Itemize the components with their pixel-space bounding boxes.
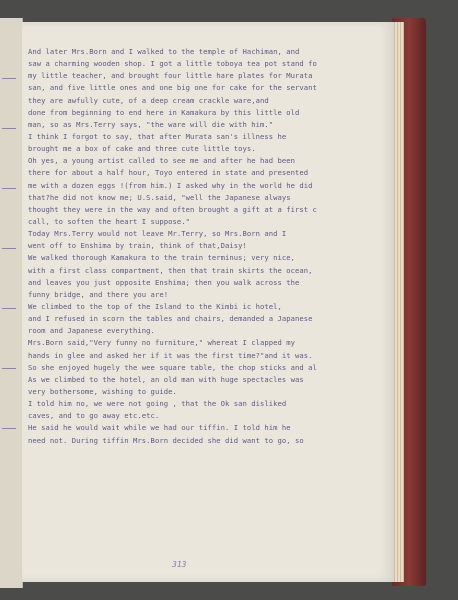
letter-line: very bothersome, wishing to guide. (28, 386, 177, 396)
margin-mark (2, 128, 16, 135)
letter-line: there for about a half hour, Toyo entered in state and presented (28, 168, 309, 178)
letter-line: And later Mrs.Born and I walked to the temple of Hachiman, and (28, 47, 300, 56)
letter-line: need not. During tiffin Mrs.Born decided she did want to go, so (28, 435, 304, 445)
letter-line: room and Japanese everything. (28, 326, 155, 336)
letter-line: saw a charming wooden shop. I got a little toboya tea pot stand fo (28, 59, 317, 69)
letter-line: thought they were in the way and often brought a gift at a first c (28, 204, 317, 214)
letter-line: my little teacher, and brought four little hare plates for Murata (28, 71, 313, 81)
letter-line: Today Mrs.Terry would not leave Mr.Terry, so Mrs.Born and I (28, 229, 287, 239)
letter-line: with a first class compartment, then that train skirts the ocean, (28, 265, 313, 275)
margin-mark (2, 248, 16, 255)
letter-line: funny bridge, and there you are! (28, 289, 169, 299)
letter-line: As we climbed to the hotel, an old man with huge spectacles was (28, 374, 304, 384)
letter-line: I told him no, we were not going , that the Ok san disliked (28, 399, 287, 409)
letter-line: We walked thorough Kamakura to the train terminus; very nice, (28, 253, 296, 263)
letter-line: Mrs.Born said,"Very funny no furniture," whereat I clapped my (28, 338, 296, 348)
letter-line: they are awfully cute, of a deep cream crackle ware,and (28, 95, 269, 105)
page-number: 313 (172, 560, 187, 569)
margin-mark (2, 368, 16, 375)
left-page-edge (0, 18, 23, 588)
letter-line: caves, and to go away etc.etc. (28, 411, 160, 421)
letter-line: man, so as Mrs.Terry says, "the ware will die with him." (28, 119, 274, 129)
letter-line: brought me a box of cake and three cute little toys. (28, 144, 256, 154)
letter-line: san, and five little ones and one big one for cake for the servant (28, 83, 317, 93)
letter-line: and leaves you just opposite Enshima; then you walk across the (28, 277, 300, 287)
letter-line: that?he did not know me; U.S.said, "well the Japanese always (28, 192, 291, 202)
letter-line: So she enjoyed hugely the wee square table, the chop sticks and al (28, 362, 317, 372)
margin-mark (2, 188, 16, 195)
letter-line: me with a dozen eggs !(from him.) I asked why in the world he did (28, 180, 313, 190)
typed-letter (28, 46, 388, 447)
letter-line: hands in glee and asked her if it was the first time?"and it was. (28, 350, 313, 360)
letter-line: done from beginning to end here in Kamakura by this little old (28, 107, 300, 117)
letter-line: He said he would wait while we had our tiffin. I told him he (28, 423, 291, 433)
letter-line: and I refused in scorn the tables and chairs, demanded a Japanese (28, 314, 313, 324)
margin-mark (2, 78, 16, 85)
letter-line: Oh yes, a young artist called to see me and after he had been (28, 156, 296, 166)
letter-line: We climbed to the top of the Island to the Kimbi ic hotel, (28, 301, 282, 311)
letter-line: I think I forgot to say, that after Murata san's illness he (28, 131, 287, 141)
margin-mark (2, 308, 16, 315)
margin-mark (2, 428, 16, 435)
letter-line: call, to soften the heart I suppose." (28, 216, 190, 226)
letter-line: went off to Enshima by train, think of that,Daisy! (28, 241, 247, 251)
